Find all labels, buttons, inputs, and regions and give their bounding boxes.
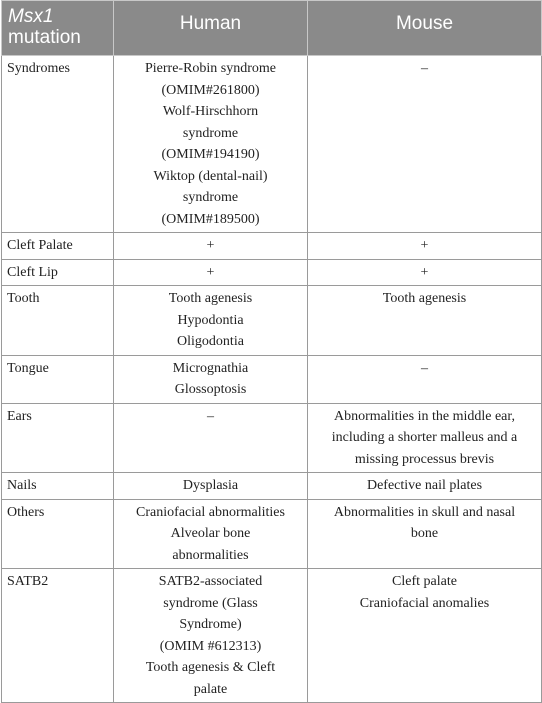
row-label: Tooth [2, 286, 114, 356]
row-label: Nails [2, 473, 114, 500]
mouse-cell [308, 56, 542, 233]
human-cell-line: Alveolar bone [170, 526, 251, 541]
header-mouse: Mouse [308, 1, 542, 56]
table-row [2, 473, 542, 500]
mouse-cell [308, 473, 542, 500]
human-cell-line: (OMIM #612313) [159, 638, 262, 654]
row-label: SATB2 [2, 569, 114, 703]
mouse-cell-line: Defective nail plates [366, 478, 483, 493]
human-cell [114, 259, 308, 286]
human-cell-line: Hypodontia [177, 312, 244, 328]
header-human: Human [114, 1, 308, 56]
human-cell-line: (OMIM#261800) [161, 82, 260, 98]
mouse-cell-line: Craniofacial anomalies [359, 595, 490, 611]
human-cell-line: Craniofacial abnormalities [136, 504, 285, 520]
human-cell-line: SATB2-associated [158, 574, 263, 589]
mouse-cell [308, 355, 542, 403]
mouse-cell [308, 233, 542, 260]
table-row [2, 499, 542, 569]
human-cell-line: Oligodontia [177, 334, 244, 349]
row-label: Ears [2, 403, 114, 473]
mouse-cell-line: Cleft palate [392, 574, 457, 589]
human-cell-line: Wolf-Hirschhorn [162, 104, 259, 119]
mouse-cell [308, 499, 542, 569]
header-mutation-label: mutation [8, 27, 81, 48]
table-row [2, 56, 542, 233]
mouse-cell [308, 259, 542, 286]
human-cell-line: syndrome [182, 125, 239, 141]
human-cell [114, 233, 308, 260]
mouse-cell-line: bone [410, 526, 439, 541]
header-gene-name: Msx1 [8, 6, 54, 27]
human-cell-line: Dysplasia [182, 478, 239, 493]
mouse-cell [308, 403, 542, 473]
mouse-cell-line: – [421, 61, 428, 76]
row-label: Cleft Palate [2, 233, 114, 260]
table-body [2, 56, 542, 703]
human-cell-line: (OMIM#194190) [161, 147, 260, 162]
mouse-cell-line: Abnormalities in skull and nasal [333, 504, 516, 520]
mouse-cell-line: + [420, 264, 429, 280]
human-cell-line: Micrognathia [172, 360, 249, 376]
mouse-cell-line: missing processus brevis [354, 451, 495, 467]
human-cell-line: Wiktop (dental-nail) [153, 168, 268, 184]
comparison-table [1, 0, 542, 703]
mouse-cell-line: + [420, 238, 429, 253]
table-row [2, 355, 542, 403]
table-row [2, 259, 542, 286]
header-row [2, 1, 542, 56]
human-cell-line: Tooth agenesis [168, 291, 253, 306]
human-cell-line: palate [193, 681, 228, 697]
human-cell-line: syndrome (Glass [163, 595, 258, 611]
human-cell-line: – [207, 408, 214, 424]
mouse-cell-line: including a shorter malleus and a [331, 430, 518, 445]
mouse-cell [308, 286, 542, 356]
human-cell-line: Syndrome) [179, 617, 242, 632]
row-label: Tongue [2, 355, 114, 403]
table-row [2, 286, 542, 356]
mouse-cell-line: Abnormalities in the middle ear, [333, 408, 515, 424]
human-cell-line: + [206, 264, 215, 280]
header-mutation [2, 1, 114, 56]
row-label: Syndromes [2, 56, 114, 233]
human-cell [114, 56, 308, 233]
human-cell-line: Pierre-Robin syndrome [144, 61, 277, 76]
table-row [2, 569, 542, 703]
table-row [2, 403, 542, 473]
human-cell-line: Glossoptosis [174, 382, 247, 397]
human-cell-line: abnormalities [172, 547, 249, 563]
human-cell-line: (OMIM#189500) [161, 211, 260, 227]
human-cell-line: + [206, 238, 215, 253]
human-cell [114, 286, 308, 356]
human-cell-line: Tooth agenesis & Cleft [145, 660, 276, 675]
table-row [2, 233, 542, 260]
mouse-cell-line: Tooth agenesis [382, 291, 467, 306]
human-cell [114, 499, 308, 569]
human-cell-line: syndrome [182, 190, 239, 205]
mouse-cell [308, 569, 542, 703]
human-cell [114, 403, 308, 473]
row-label: Cleft Lip [2, 259, 114, 286]
human-cell [114, 355, 308, 403]
human-cell [114, 569, 308, 703]
human-cell [114, 473, 308, 500]
mouse-cell-line: – [421, 360, 428, 376]
row-label: Others [2, 499, 114, 569]
